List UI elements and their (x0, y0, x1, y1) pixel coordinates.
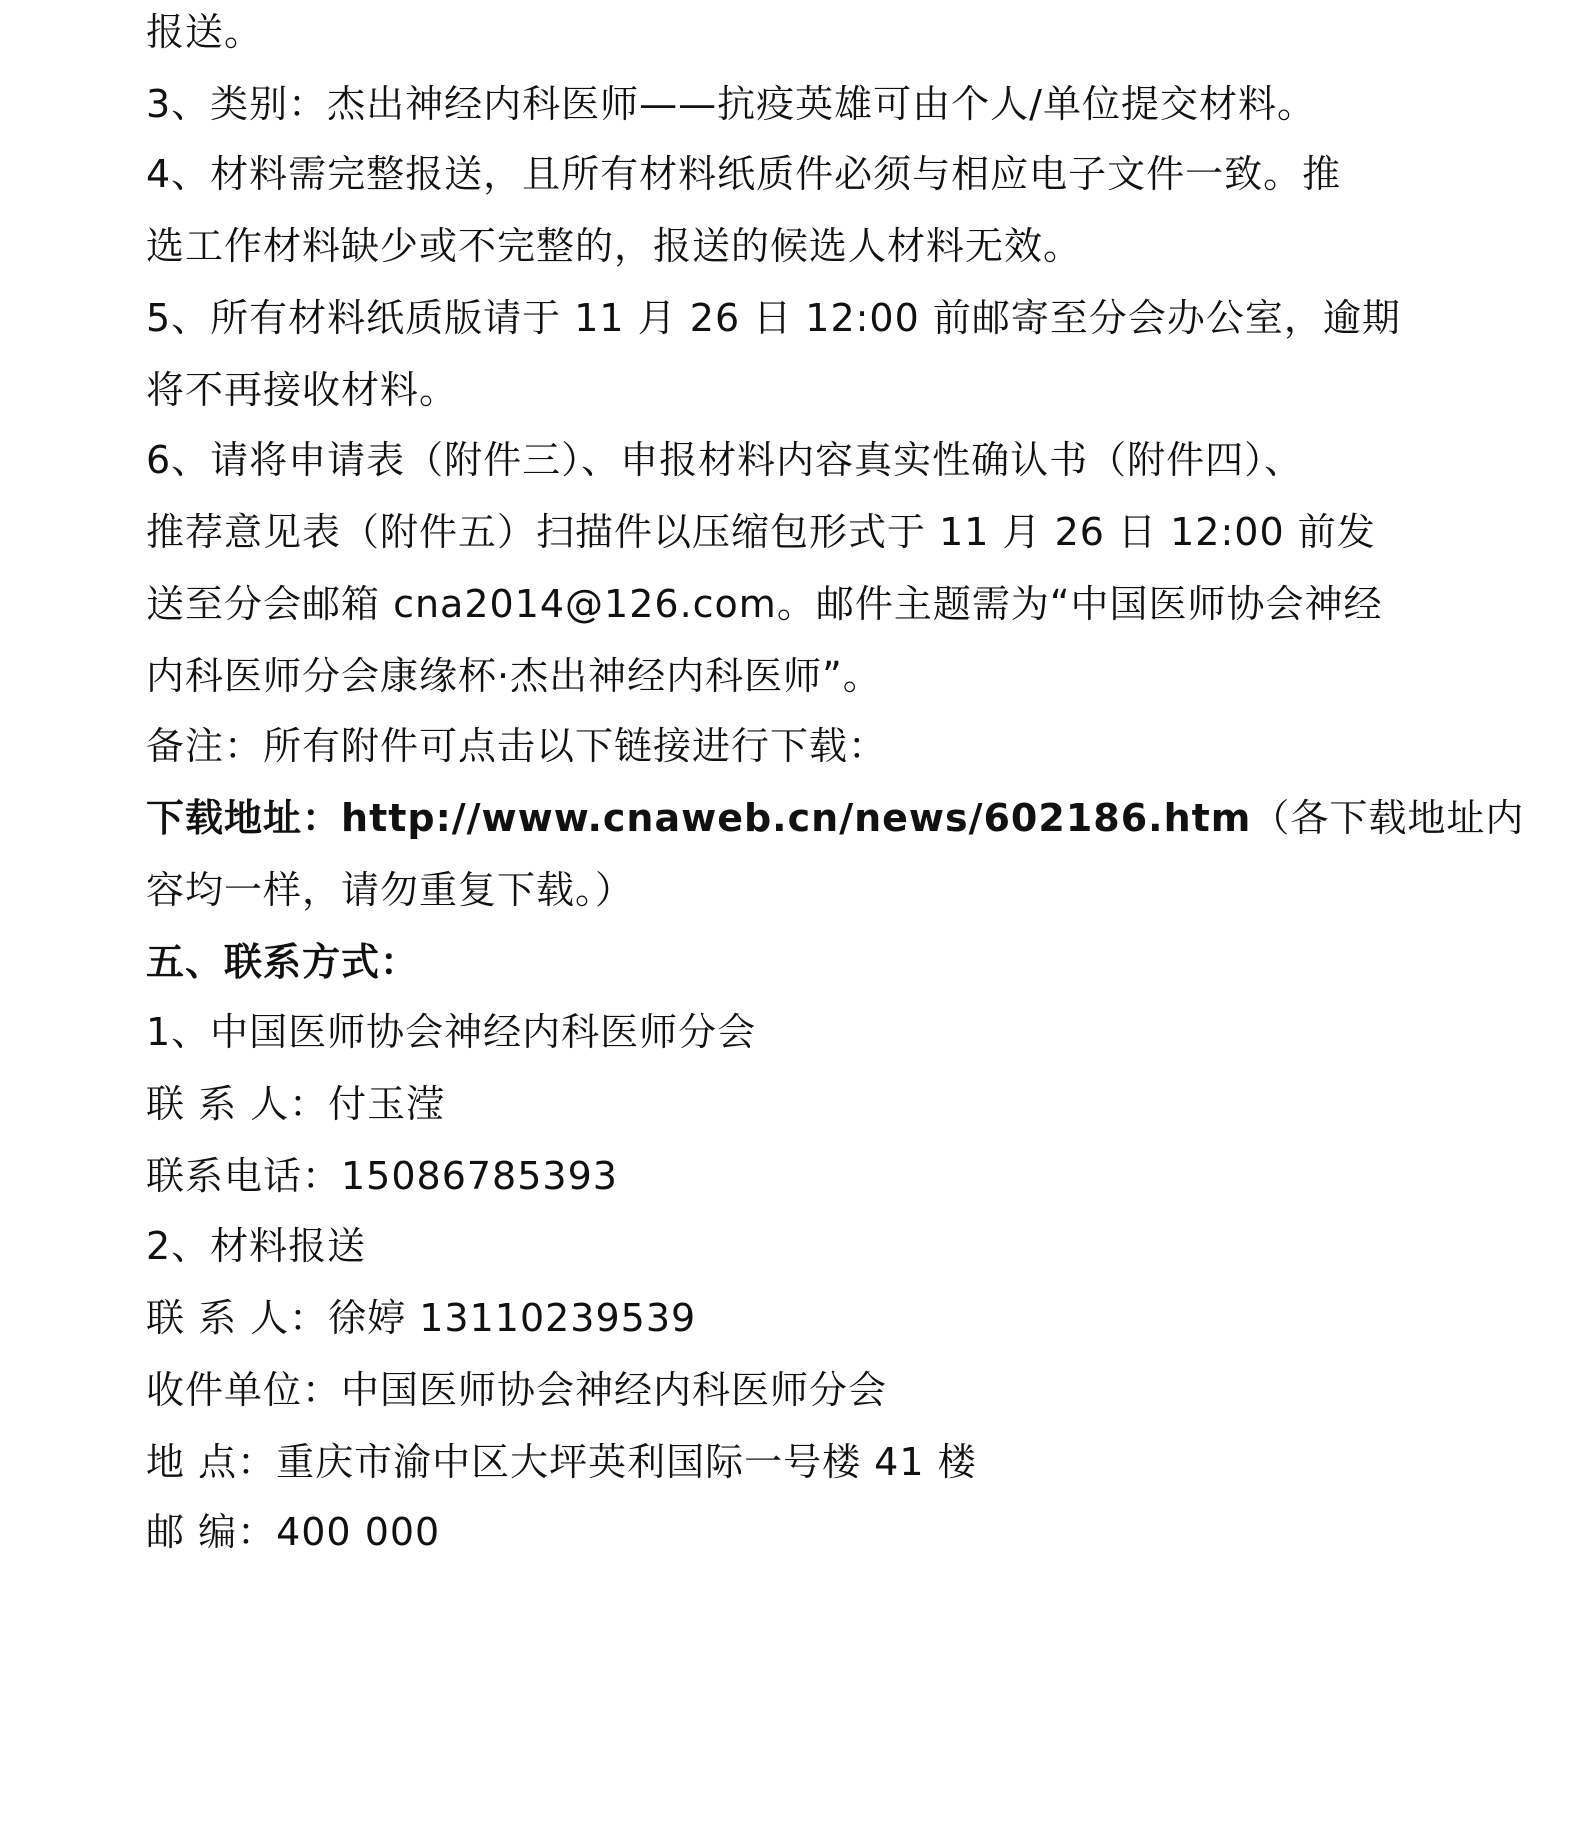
download-line (146, 794, 1525, 842)
download-note: （各下载地址内 (1251, 796, 1525, 840)
text-line: 报送。 (146, 10, 264, 54)
text-line: 5、所有材料纸质版请于 11 月 26 日 12:00 前邮寄至分会办公室，逾期 (146, 296, 1401, 340)
text-line: 将不再接收材料。 (146, 368, 459, 412)
text-line: 2、材料报送 (146, 1224, 367, 1268)
text-line: 6、请将申请表（附件三）、申报材料内容真实性确认书（附件四）、 (146, 438, 1304, 482)
text-line: 4、材料需完整报送，且所有材料纸质件必须与相应电子文件一致。推 (146, 152, 1342, 196)
text-line: 联系电话：15086785393 (146, 1154, 618, 1198)
text-line: 选工作材料缺少或不完整的，报送的候选人材料无效。 (146, 224, 1083, 268)
text-line: 1、中国医师协会神经内科医师分会 (146, 1010, 757, 1054)
text-line: 邮 编：400 000 (146, 1510, 441, 1554)
text-line: 地 点：重庆市渝中区大坪英利国际一号楼 41 楼 (146, 1440, 977, 1484)
text-line: 送至分会邮箱 cna2014@126.com。邮件主题需为“中国医师协会神经 (146, 582, 1383, 626)
text-line: 3、类别：杰出神经内科医师——抗疫英雄可由个人/单位提交材料。 (146, 82, 1316, 126)
text-line: 联 系 人：付玉滢 (146, 1082, 446, 1126)
text-line: 备注：所有附件可点击以下链接进行下载： (146, 724, 888, 768)
text-line: 联 系 人：徐婷 13110239539 (146, 1296, 697, 1340)
download-label: 下载地址： (146, 796, 342, 840)
text-line: 容均一样，请勿重复下载。） (146, 868, 635, 912)
section-heading: 五、联系方式： (146, 940, 420, 984)
download-link[interactable]: http://www.cnaweb.cn/news/602186.htm (341, 796, 1252, 840)
text-line: 内科医师分会康缘杯·杰出神经内科医师”。 (146, 654, 882, 698)
text-line: 收件单位：中国医师协会神经内科医师分会 (146, 1368, 888, 1412)
text-line: 推荐意见表（附件五）扫描件以压缩包形式于 11 月 26 日 12:00 前发 (146, 510, 1376, 554)
